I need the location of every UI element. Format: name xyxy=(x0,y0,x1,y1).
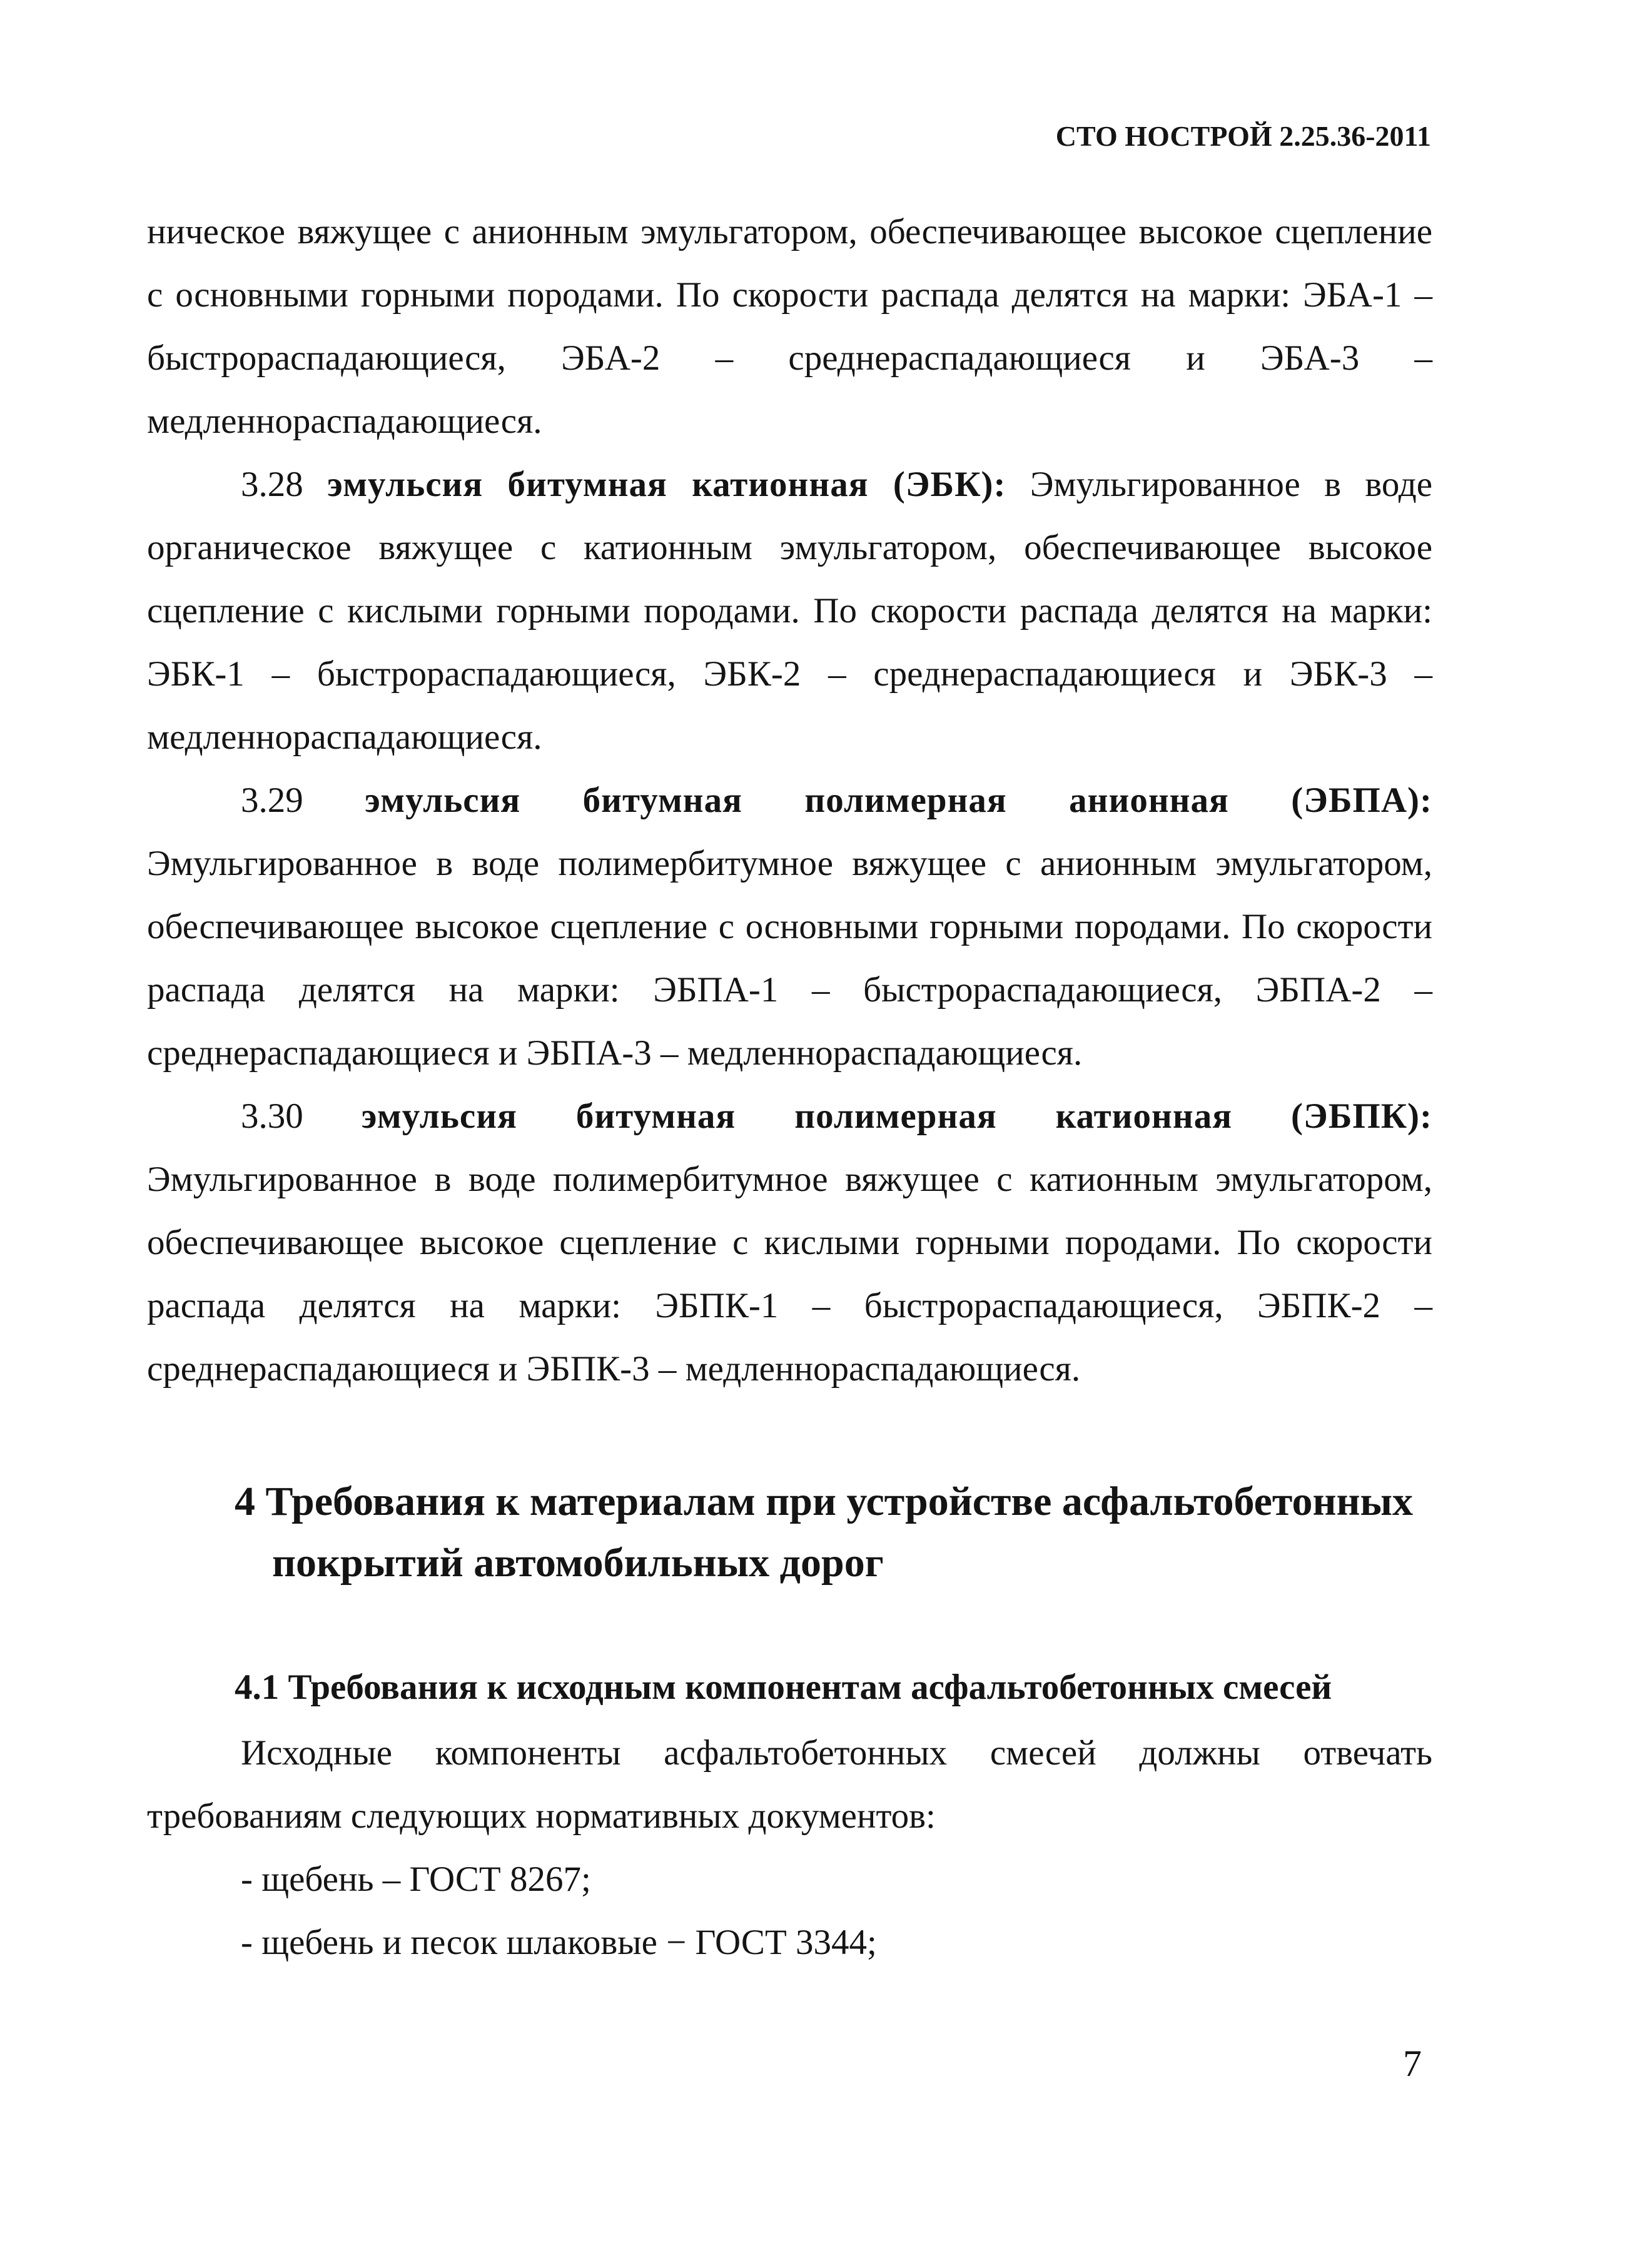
document-header: СТО НОСТРОЙ 2.25.36-2011 xyxy=(1055,120,1431,152)
list-item: - щебень – ГОСТ 8267; xyxy=(241,1860,591,1899)
definition-3-30 xyxy=(147,1085,1432,1400)
definition-term: эмульсия битумная катионная (ЭБК): xyxy=(327,465,1006,504)
section-heading-line-2: покрытий автомобильных дорог xyxy=(272,1540,884,1586)
definition-number: 3.29 xyxy=(241,781,303,820)
section-heading xyxy=(235,1471,1432,1594)
definition-text: Эмульгированное в воде органическое вяжущее с катионным эмульгатором, обеспечивающее высокое сцепление с кислыми горными породами. По скорости распада делятся на марки: ЭБК-1 – быстрораспадающиеся, ЭБК-2 – среднераспадающиеся и ЭБК-3 – медленнораспадающиеся. xyxy=(147,465,1433,757)
section-heading-line-1: 4 Требования к материалам при устройстве асфальтобетонных xyxy=(235,1479,1414,1524)
page-number: 7 xyxy=(1403,2043,1422,2084)
definition-number: 3.28 xyxy=(241,465,303,504)
subsection-heading: 4.1 Требования к исходным компонентам асфальтобетонных смесей xyxy=(235,1668,1332,1707)
continuation-paragraph: ническое вяжущее с анионным эмульгатором, обеспечивающее высокое сцепление с основными горными породами. По скорости распада делятся на марки: ЭБА-1 – быстрораспадающиеся, ЭБА-2 – среднераспадающиеся и ЭБА-3 – медленнораспадающиеся. xyxy=(147,212,1432,441)
requirements-body xyxy=(147,1721,1432,1974)
definition-term: эмульсия битумная полимерная катионная (ЭБПК): xyxy=(361,1096,1433,1136)
requirements-intro: Исходные компоненты асфальтобетонных смесей должны отвечать требованиям следующих нормативных документов: xyxy=(147,1733,1432,1836)
definition-3-29 xyxy=(147,769,1432,1085)
definition-text: Эмульгированное в воде полимербитумное вяжущее с анионным эмульгатором, обеспечивающее высокое сцепление с основными горными породами. По скорости распада делятся на марки: ЭБПА-1 – быстрораспадающиеся, ЭБПА-2 – среднераспадающиеся и ЭБПА-3 – медленнораспадающиеся. xyxy=(147,844,1432,1073)
definitions-body xyxy=(147,200,1432,1400)
list-item: - щебень и песок шлаковые − ГОСТ 3344; xyxy=(241,1923,877,1962)
definition-term: эмульсия битумная полимерная анионная (ЭБПА): xyxy=(365,781,1433,820)
definition-3-28 xyxy=(147,453,1432,769)
definition-text: Эмульгированное в воде полимербитумное вяжущее с катионным эмульгатором, обеспечивающее высокое сцепление с кислыми горными породами. По скорости распада делятся на марки: ЭБПК-1 – быстрораспадающиеся, ЭБПК-2 – среднераспадающиеся и ЭБПК-3 – медленнораспадающиеся. xyxy=(147,1160,1432,1389)
definition-number: 3.30 xyxy=(241,1096,303,1136)
